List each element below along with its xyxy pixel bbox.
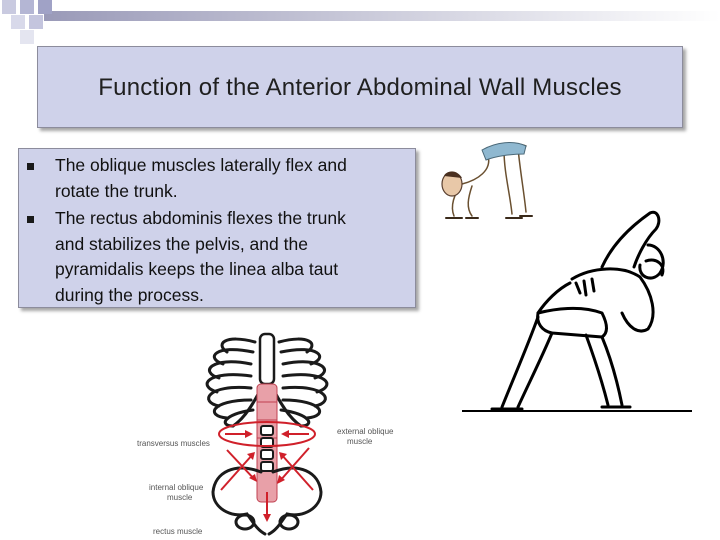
bullet-line: rotate the trunk. (55, 180, 178, 201)
label-external-oblique-2: muscle (347, 437, 373, 446)
label-rectus-muscle: rectus muscle (153, 527, 203, 536)
abdominal-anatomy-illustration (115, 322, 413, 540)
bullet-marker (27, 163, 34, 170)
bullet-line: during the process. (55, 284, 204, 305)
title-panel (37, 46, 683, 128)
label-internal-oblique: internal oblique (149, 483, 204, 492)
bullet-line: pyramidalis keeps the linea alba taut (55, 259, 339, 279)
label-transversus: transversus muscles (137, 439, 210, 448)
label-external-oblique: external oblique (337, 427, 394, 436)
corner-decoration (0, 0, 720, 45)
bullet-line: The rectus abdominis flexes the trunk (55, 208, 346, 228)
bullet-item-rectus (27, 206, 407, 308)
slide-title: Function of the Anterior Abdominal Wall Muscles (98, 74, 622, 101)
bullet-line: and stabilizes the pelvis, and the (55, 233, 308, 254)
bullet-item-oblique (27, 153, 407, 204)
label-internal-oblique-2: muscle (167, 493, 193, 502)
bullet-marker (27, 216, 34, 223)
bullet-line: The oblique muscles laterally flex and (55, 155, 347, 175)
bullet-panel (18, 148, 416, 308)
side-bend-figure-illustration (462, 205, 692, 415)
